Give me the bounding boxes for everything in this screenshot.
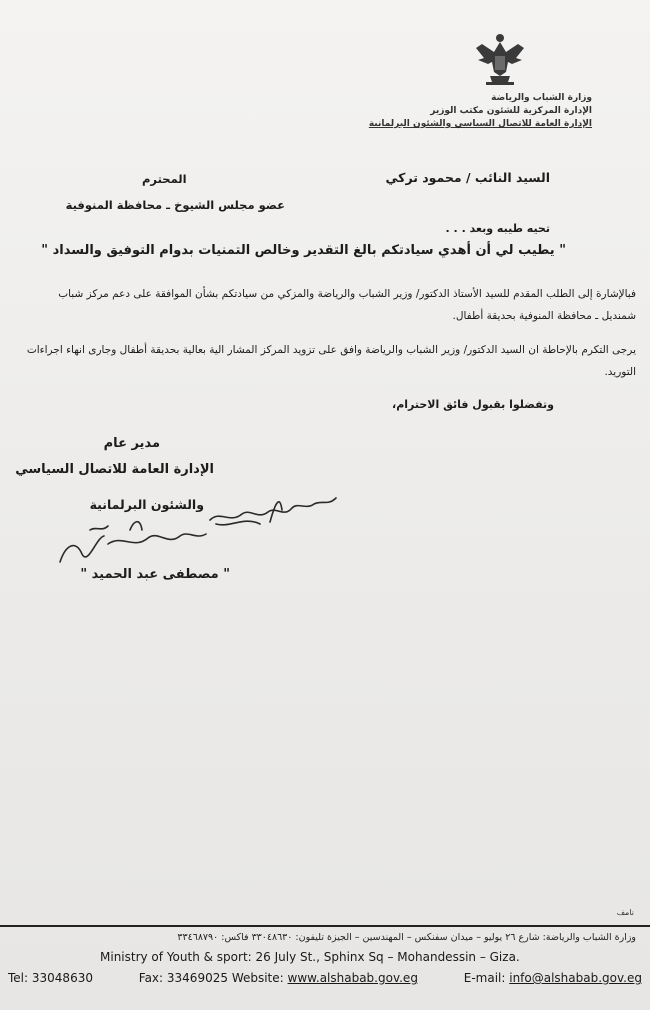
tel-label: Tel: [8,971,29,985]
fax-label: Fax: [138,971,164,985]
footer-note: نامف [616,908,634,917]
signature-title: مدير عام [103,436,160,451]
body-paragraph-2: يرجى التكرم بالإحاطة ان السيد الدكتور/ وزير الشباب والرياضة وافق على تزويد المركز المشار الية بعالية بحديقة أطفال وجارى انهاء اجراءات التوريد. [26,344,636,378]
fax-value: 33469025 [166,971,228,985]
addressee-name: السيد النائب / محمود تركي [385,170,550,185]
signature-dept-2: والشئون البرلمانية [89,497,204,512]
greeting: تحيه طيبه وبعد . . . [445,222,550,235]
letterhead-line-2: الإدارة المركزية للشئون مكتب الوزير [430,106,592,116]
addressee-member: عضو مجلس الشيوخ ـ محافظة المنوفية [65,198,285,212]
footer-contacts [8,971,642,985]
letterhead-line-3: الإدارة العامة للاتصال السياسي والشئون البرلمانية [368,119,592,129]
footer-divider [0,925,650,927]
greeting-quote: " يطيب لي أن أهدي سيادتكم بالغ التقدير وخالص التمنيات بدوام التوفيق والسداد " [41,243,566,258]
footer-english-address: Ministry of Youth & sport: 26 July St., Sphinx Sq – Mohandessin – Giza. [100,950,520,964]
letterhead [272,92,592,131]
footer-fax-website [139,971,418,985]
footer-arabic-address: وزارة الشباب والرياضة: شارع ٢٦ يوليو – ميدان سفنكس – المهندسين – الجيزة تليفون: ٣٣٠٤٨٦٣٠ فاكس: ٣٣٤٦٨٧٩٠ [177,932,636,943]
body-paragraph-1: فبالإشارة إلى الطلب المقدم للسيد الأستاذ الدكتور/ وزير الشباب والرياضة والمزكي من سيادتكم بشأن الموافقة على دعم مركز شباب شمنديل ـ محافظة المنوفية بحديقة أطفال. [58,288,636,322]
email-link[interactable]: info@alshabab.gov.eg [509,971,642,985]
signature-name: " مصطفى عبد الحميد " [80,567,230,582]
email-label: E-mail: [463,971,506,985]
addressee-honorific: المحترم [142,172,187,186]
footer-email [464,971,642,985]
signature-dept-1: الإدارة العامة للاتصال السياسي [15,462,214,477]
website-link[interactable]: www.alshabab.gov.eg [287,971,418,985]
website-label: Website: [231,971,284,985]
closing-line: وتفضلوا بقبول فائق الاحترام، [392,398,554,411]
letterhead-line-1: وزارة الشباب والرياضة [491,93,592,103]
footer-tel [8,971,93,985]
handwritten-signature [30,480,350,570]
eagle-emblem-icon [474,28,526,88]
tel-value: 33048630 [31,971,93,985]
